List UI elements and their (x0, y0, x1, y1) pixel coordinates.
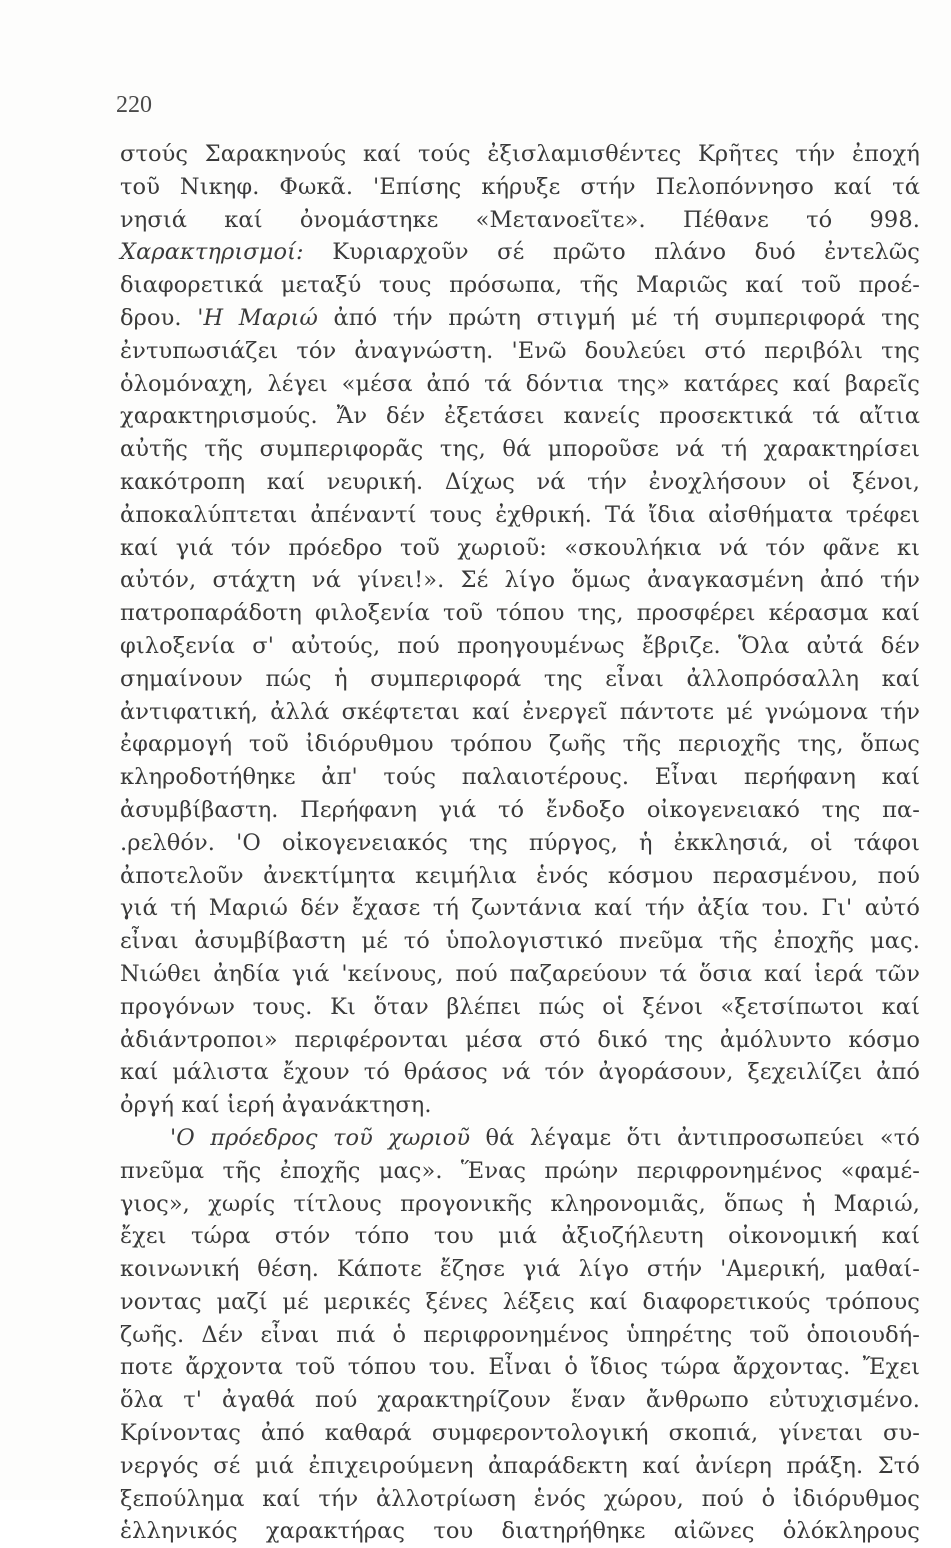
text-segment: φιλοξενία σ' αὐτούς, πού προηγουμένως ἔβριζε. Ὅλα αὐτά δέν (120, 632, 920, 659)
text-line (120, 991, 920, 1024)
text-line (120, 794, 920, 827)
text-segment: αὐτόν, στάχτη νά γίνει!». Σέ λίγο ὅμως ἀναγκασμένη ἀπό τήν (120, 567, 920, 594)
text-segment: προγόνων τους. Κι ὅταν βλέπει πώς οἱ ξένοι «ξετσίπωτοι καί (120, 993, 920, 1020)
text-line (120, 1155, 920, 1188)
text-segment: πατροπαράδοτη φιλοξενία τοῦ τόπου της, προσφέρει κέρασμα καί (120, 600, 920, 627)
text-line (120, 1483, 920, 1516)
text-line (120, 302, 920, 335)
text-segment: στούς Σαρακηνούς καί τούς ἐξισλαμισθέντες Κρῆτες τήν ἐποχή (120, 141, 920, 167)
text-segment: ἑλληνικός χαρακτήρας του διατηρήθηκε αἰῶνες ὁλόκληρους (120, 1518, 920, 1545)
text-line (120, 1024, 920, 1057)
page-number: 220 (116, 92, 152, 118)
text-segment: ξεπούλημα καί τήν ἀλλοτρίωση ἑνός χώρου, πού ὁ ἰδιόρυθμος (120, 1485, 920, 1512)
text-segment: .ρελθόν. 'Ο οἰκογενειακός της πύργος, ἡ ἐκκλησιά, οἱ τάφοι (120, 829, 920, 856)
text-segment: χαρακτηρισμούς. Ἄν δέν ἐξετάσει κανείς προσεκτικά τά αἴτια (120, 403, 920, 430)
text-segment: τοῦ Νικηφ. Φωκᾶ. 'Επίσης κήρυξε στήν Πελοπόννησο καί τά (120, 173, 920, 200)
text-line (120, 860, 920, 893)
text-segment: ἐντυπωσιάζει τόν ἀναγνώστη. 'Ενῶ δουλεύει στό περιβόλι της (120, 337, 920, 364)
text-segment: ὅλα τ' ἀγαθά πού χαρακτηρίζουν ἕναν ἄνθρωπο εὐτυχισμένο. (120, 1387, 920, 1414)
text-segment: ὀργή καί ἱερή ἀγανάκτηση. (120, 1092, 432, 1119)
text-line (120, 1351, 920, 1384)
text-segment: ἐφαρμογή τοῦ ἰδιόρυθμου τρόπου ζωῆς τῆς περιοχῆς της, ὅπως (120, 731, 920, 758)
text-segment: κοινωνική θέση. Κάποτε ἔζησε γιά λίγο στήν 'Αμερική, μαθαί- (120, 1256, 920, 1283)
text-line (120, 138, 920, 171)
text-line (120, 368, 920, 401)
text-line (120, 400, 920, 433)
text-segment: κακότροπη καί νευρική. Δίχως νά τήν ἐνοχλήσουν οἱ ξένοι, (120, 468, 920, 495)
italic-term: 'Ο πρόεδρος τοῦ χωριοῦ (170, 1124, 471, 1151)
text-line (120, 597, 920, 630)
text-line (120, 1122, 920, 1155)
text-line (120, 1089, 920, 1122)
text-segment: πνεῦμα τῆς ἐποχῆς μας». Ἕνας πρώην περιφρονημένος «φαμέ- (120, 1157, 920, 1184)
text-line (120, 269, 920, 302)
text-line (120, 433, 920, 466)
text-line (120, 1286, 920, 1319)
text-line (120, 335, 920, 368)
text-segment: Κρίνοντας ἀπό καθαρά συμφεροντολογική σκοπιά, γίνεται συ- (120, 1420, 920, 1447)
text-line (120, 466, 920, 499)
italic-term: 'Η Μαριώ (197, 304, 318, 331)
text-segment: ποτε ἄρχοντα τοῦ τόπου του. Εἶναι ὁ ἴδιος τώρα ἄρχοντας. Ἔχει (120, 1354, 920, 1381)
text-line (120, 171, 920, 204)
text-line (120, 1253, 920, 1286)
text-line (120, 1384, 920, 1417)
text-line (120, 564, 920, 597)
text-line (120, 663, 920, 696)
text-segment: ἀποτελοῦν ἀνεκτίμητα κειμήλια ἑνός κόσμου περασμένου, πού (120, 862, 920, 889)
text-line (120, 630, 920, 663)
text-line (120, 728, 920, 761)
text-segment: σημαίνουν πώς ἡ συμπεριφορά της εἶναι ἀλλοπρόσαλλη καί (120, 665, 920, 692)
text-segment: ζωῆς. Δέν εἶναι πιά ὁ περιφρονημένος ὑπηρέτης τοῦ ὁποιουδή- (120, 1321, 920, 1348)
text-line (120, 1515, 920, 1548)
text-line (120, 925, 920, 958)
text-segment: ἀντιφατική, ἀλλά σκέφτεται καί ἐνεργεῖ πάντοτε μέ γνώμονα τήν (120, 698, 920, 725)
text-segment: νοντας μαζί μέ μερικές ξένες λέξεις καί διαφορετικούς τρόπους (120, 1288, 920, 1315)
text-segment: εἶναι ἀσυμβίβαστη μέ τό ὑπολογιστικό πνεῦμα τῆς ἐποχῆς μας. (120, 928, 920, 955)
text-segment: νησιά καί ὀνομάστηκε «Μετανοεῖτε». Πέθανε τό 998. (120, 206, 920, 233)
text-line (120, 1188, 920, 1221)
text-segment: θά λέγαμε ὅτι ἀντιπροσωπεύει «τό (470, 1124, 920, 1151)
text-line (120, 1417, 920, 1450)
text-line (120, 892, 920, 925)
text-segment: Κυριαρχοῦν σέ πρῶτο πλάνο δυό ἐντελῶς (303, 239, 920, 266)
text-line (120, 499, 920, 532)
text-segment: ἀποκαλύπτεται ἀπέναντί τους ἐχθρική. Τά ἴδια αἰσθήματα τρέφει (120, 501, 920, 528)
text-line (120, 1450, 920, 1483)
text-line (120, 958, 920, 991)
text-segment: κληροδοτήθηκε ἀπ' τούς παλαιοτέρους. Εἶναι περήφανη καί (120, 764, 920, 791)
text-line (120, 1319, 920, 1352)
italic-term: Χαρακτηρισμοί: (120, 239, 304, 266)
text-segment: δρου. (120, 304, 198, 331)
text-segment: καί μάλιστα ἔχουν τό θράσος νά τόν ἀγοράσουν, ξεχειλίζει ἀπό (120, 1059, 920, 1086)
text-segment: ὁλομόναχη, λέγει «μέσα ἀπό τά δόντια της» κατάρες καί βαρεῖς (120, 370, 920, 397)
text-segment: νεργός σέ μιά ἐπιχειρούμενη ἀπαράδεκτη καί ἀνίερη πράξη. Στό (120, 1452, 920, 1479)
text-line (120, 1220, 920, 1253)
text-line (120, 236, 920, 269)
text-line (120, 532, 920, 565)
text-segment: γιος», χωρίς τίτλους προγονικῆς κληρονομιᾶς, ὅπως ἡ Μαριώ, (120, 1190, 920, 1217)
text-segment: αὐτῆς τῆς συμπεριφορᾶς της, θά μποροῦσε νά τή χαρακτηρίσει (120, 436, 920, 463)
text-segment: ἀδιάντροποι» περιφέρονται μέσα στό δικό της ἀμόλυντο κόσμο (120, 1026, 920, 1053)
body-text (120, 138, 920, 1548)
text-segment: γιά τή Μαριώ δέν ἔχασε τή ζωντάνια καί τήν ἀξία του. Γι' αὐτό (120, 895, 920, 922)
text-segment: διαφορετικά μεταξύ τους πρόσωπα, τῆς Μαριῶς καί τοῦ προέ- (120, 272, 920, 299)
text-line (120, 827, 920, 860)
text-segment: καί γιά τόν πρόεδρο τοῦ χωριοῦ: «σκουλήκια νά τόν φᾶνε κι (120, 534, 920, 561)
text-line (120, 1056, 920, 1089)
text-line (120, 761, 920, 794)
text-segment: ἀπό τήν πρώτη στιγμή μέ τή συμπεριφορά της (317, 304, 920, 331)
text-segment: ἔχει τώρα στόν τόπο του μιά ἀξιοζήλευτη οἰκονομική καί (120, 1223, 920, 1250)
text-line (120, 204, 920, 237)
text-segment: ἀσυμβίβαστη. Περήφανη γιά τό ἔνδοξο οἰκογενειακό της πα- (120, 796, 920, 823)
text-segment: Νιώθει ἀηδία γιά 'κείνους, πού παζαρεύουν τά ὅσια καί ἱερά τῶν (120, 960, 920, 987)
text-line (120, 696, 920, 729)
